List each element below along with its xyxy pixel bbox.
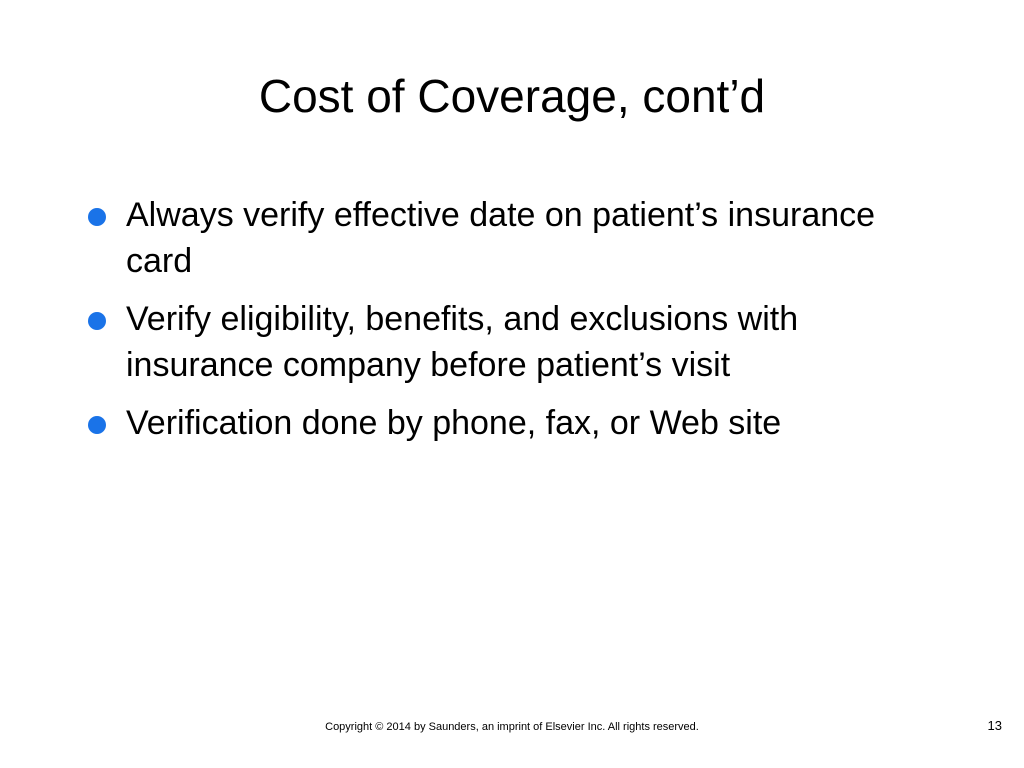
bullet-item bbox=[86, 400, 946, 446]
bullet-text: Always verify effective date on patient’s insurance card bbox=[126, 196, 876, 280]
bullet-dot-icon bbox=[88, 416, 106, 434]
bullet-text: Verify eligibility, benefits, and exclusions with insurance company before patient’s visit bbox=[126, 300, 799, 384]
bullet-dot-icon bbox=[88, 208, 106, 226]
page-number: 13 bbox=[987, 718, 1002, 733]
bullet-list bbox=[86, 192, 946, 458]
slide-title: Cost of Coverage, cont’d bbox=[258, 70, 766, 122]
bullet-item bbox=[86, 296, 946, 388]
bullet-item bbox=[86, 192, 946, 284]
bullet-text: Verification done by phone, fax, or Web site bbox=[126, 404, 782, 442]
footer-copyright: Copyright © 2014 by Saunders, an imprint of Elsevier Inc. All rights reserved. bbox=[325, 721, 699, 733]
bullet-dot-icon bbox=[88, 312, 106, 330]
